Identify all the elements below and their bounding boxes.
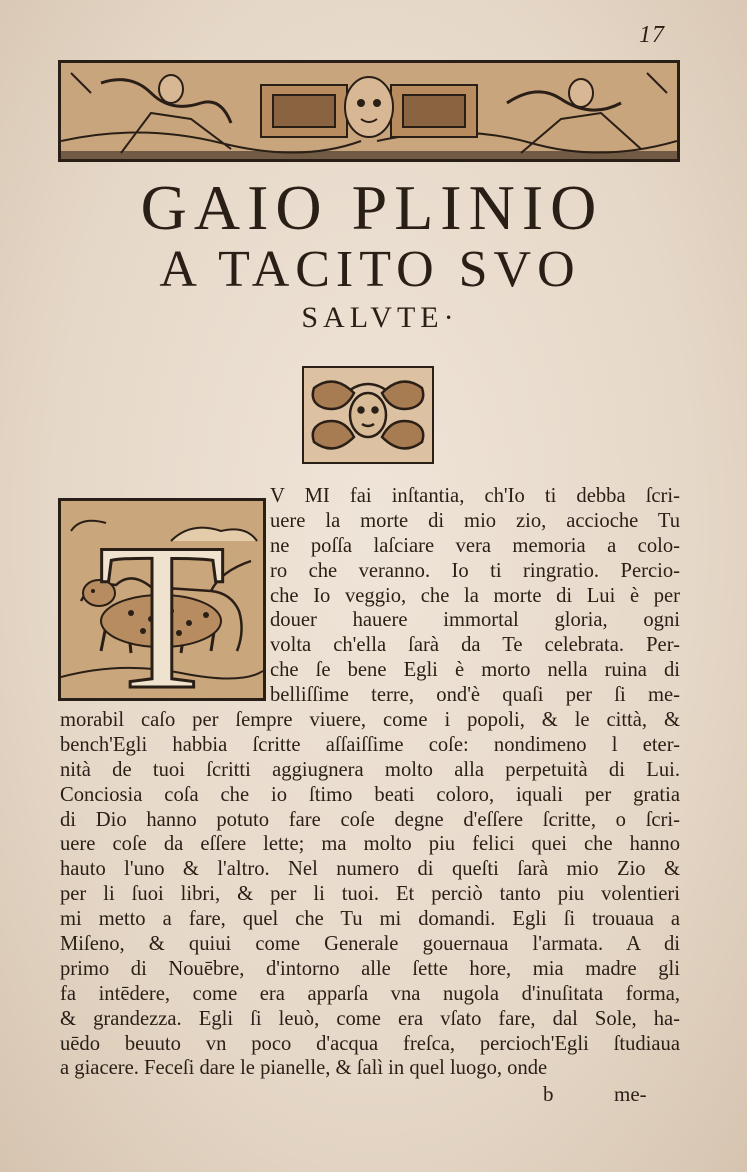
initial-letter: T: [97, 501, 227, 698]
text-line: uere coſe da eſſere lette; ma molto piu felici quei che hanno: [60, 833, 680, 856]
page-number: 17: [639, 22, 665, 48]
mask-ornament: [302, 366, 434, 464]
title-line-1: GAIO PLINIO: [140, 172, 604, 243]
text-line: mi metto a fare, quel che Tu mi domandi. Egli ſi trouaua a: [60, 908, 680, 931]
text-line: belliſſime terre, ond'è quaſi per ſi me-: [270, 684, 680, 707]
text-line: morabil caſo per ſempre viuere, come i popoli, & le città, &: [60, 709, 680, 732]
text-line: volta ch'ella ſarà da Te celebrata. Per-: [270, 634, 680, 657]
text-line: fa intēdere, come era apparſa vna nugola d'inuſitata forma,: [60, 982, 680, 1005]
text-line: che ſe bene Egli è morto nella ruina di: [270, 659, 680, 682]
text-line: ne poſſa laſciare vera memoria a colo-: [270, 534, 680, 557]
text-line: primo di Nouēbre, d'intorno alle ſette hore, mia madre gli: [60, 957, 680, 980]
catchword: me-: [614, 1082, 647, 1106]
body-text: [60, 484, 680, 1081]
text-line: uēdo beuuto vn poco d'acqua freſca, percioch'Egli ſtudiaua: [60, 1032, 680, 1055]
text-line: douer hauere immortal gloria, ogni: [270, 609, 680, 632]
text-line: che Io veggio, che la morte di Lui è per: [270, 584, 680, 607]
text-line: a giacere. Feceſi dare le pianelle, & ſalì in quel luogo, onde: [60, 1057, 548, 1080]
text-line: & grandezza. Egli ſi leuò, come era vſato fare, dal Sole, ha-: [60, 1007, 680, 1030]
text-line: bench'Egli habbia ſcritte aſſaiſſime coſe: nondimeno l eter-: [60, 733, 680, 756]
signature-mark: b: [543, 1082, 554, 1106]
text-line: di Dio hanno potuto fare coſe degne d'eſſere ſcritte, o ſcri-: [60, 808, 680, 831]
text-line: Conciosia coſa che io ſtimo beati coloro, iquali per gratia: [60, 783, 680, 806]
text-line: per li ſuoi libri, & per li tuoi. Et perciò tanto piu volentieri: [60, 883, 680, 906]
text-line: uere la morte di mio zio, accioche Tu: [270, 509, 680, 532]
text-line: V MI fai inſtantia, ch'Io ti debba ſcri-: [270, 485, 680, 507]
page-footer: [0, 1080, 747, 1110]
text-line: hauto l'uno & l'altro. Nel numero di queſti ſarà mio Zio &: [60, 858, 680, 881]
headpiece-woodcut: [58, 60, 680, 162]
text-line: Miſeno, & quiui come Generale gouernaua l'armata. A di: [60, 933, 680, 956]
title-line-3: SALVTE·: [301, 301, 459, 334]
text-line: nità de tuoi ſcritti aggiugnera molto alla perpetuità di Lui.: [60, 758, 680, 781]
title-line-2: A TACITO SVO: [159, 241, 581, 298]
text-line: ro che veranno. Io ti ringratio. Percio-: [270, 559, 680, 582]
